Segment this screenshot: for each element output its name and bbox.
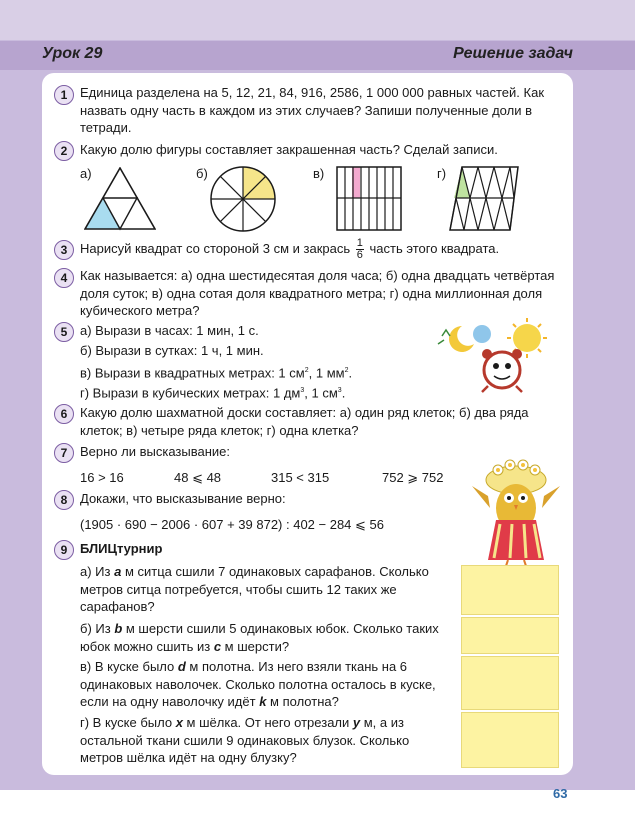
task-number-8: 8 bbox=[54, 490, 74, 510]
t9c-p3: м полотна? bbox=[266, 694, 339, 709]
rectangle-grid-figure bbox=[336, 166, 402, 232]
superscript-3: 3 bbox=[300, 387, 305, 394]
dot: . bbox=[348, 365, 353, 381]
task-5-line-d-part2: , 1 см bbox=[304, 385, 338, 401]
task-8-text: Докажи, что высказывание верно: bbox=[80, 491, 286, 506]
fraction-numerator: 1 bbox=[356, 237, 363, 250]
task-1-text: Единица разделена на 5, 12, 21, 84, 916, 2586, 1 000 000 равных частей. Как назвать одну часть в каждом из этих случаев? Запиши полученные доли в тетради. bbox=[80, 85, 545, 135]
variable-k: k bbox=[259, 694, 267, 709]
expr-4: 752 ⩾ 752 bbox=[382, 470, 444, 485]
t9d-p3: м, а из остальной ткани сшили 9 одинаковых блузок. Сколько метров шёлка идёт на одну блузку? bbox=[80, 715, 410, 765]
t9a-p2: м ситца сшили 7 одинаковых сарафанов. Сколько метров ситца потребуется, чтобы сшить 12 таких же сарафанов? bbox=[80, 564, 429, 614]
circle-figure bbox=[210, 166, 276, 232]
variable-a: a bbox=[114, 564, 122, 579]
task-number-6: 6 bbox=[54, 404, 74, 424]
answer-box-d[interactable] bbox=[461, 712, 559, 768]
variable-b: b bbox=[114, 621, 123, 636]
t9c-p1: в) В куске было bbox=[80, 659, 178, 674]
figure-label-d: г) bbox=[437, 166, 447, 181]
fraction-denominator: 6 bbox=[356, 249, 363, 262]
t9a-p1: а) Из bbox=[80, 564, 115, 579]
fraction-one-sixth bbox=[356, 238, 364, 261]
expr-1: 16 > 16 bbox=[80, 470, 124, 485]
task-9d-text bbox=[80, 714, 452, 767]
task-number-1: 1 bbox=[54, 85, 74, 105]
header-bar bbox=[0, 41, 635, 70]
expr-2: 48 ⩽ 48 bbox=[174, 470, 222, 485]
variable-c: c bbox=[213, 638, 222, 654]
t9b-p2: м шерсти сшили 5 одинаковых юбок. Сколько таких юбок можно сшить из bbox=[80, 621, 439, 654]
superscript-2: 2 bbox=[304, 367, 309, 374]
variable-x: x bbox=[175, 715, 183, 730]
task-number-5: 5 bbox=[54, 322, 74, 342]
page-number: 63 bbox=[553, 786, 568, 801]
task-number-3: 3 bbox=[54, 240, 74, 260]
blitz-title: БЛИЦтурнир bbox=[80, 541, 163, 556]
task-8-expression: (1905 · 690 − 2006 · 607 + 39 872) : 402 − 284 ⩽ 56 bbox=[80, 517, 384, 532]
task-5-line-d-part1: г) Вырази в кубических метрах: 1 дм bbox=[80, 385, 301, 401]
task-5-line-d bbox=[80, 382, 345, 402]
superscript-2b: 2 bbox=[344, 367, 349, 374]
task-9c-text bbox=[80, 658, 452, 711]
task-2-text: Какую долю фигуры составляет закрашенная часть? Сделай записи. bbox=[80, 142, 498, 157]
t9d-p2: м шёлка. От него отрезали bbox=[182, 715, 353, 730]
task-5-line-b: б) Вырази в сутках: 1 ч, 1 мин. bbox=[80, 343, 264, 358]
answer-box-a[interactable] bbox=[461, 565, 559, 615]
clock-sun-moon-illustration bbox=[432, 318, 552, 393]
figure-label-a: а) bbox=[80, 166, 92, 181]
t9b-p1: б) Из bbox=[80, 621, 115, 636]
bird-illustration bbox=[468, 456, 563, 568]
task-number-2: 2 bbox=[54, 141, 74, 161]
t9d-p1: г) В куске было bbox=[80, 715, 176, 730]
variable-y: y bbox=[352, 715, 361, 730]
parallelogram-figure bbox=[448, 166, 520, 232]
task-3-text-after: часть этого квадрата. bbox=[369, 241, 500, 256]
task-number-4: 4 bbox=[54, 268, 74, 288]
task-3-text bbox=[80, 234, 499, 264]
task-5-line-c-part1: в) Вырази в квадратных метрах: 1 см bbox=[80, 365, 305, 381]
t9b-p3: м шерсти? bbox=[221, 638, 290, 654]
t9c-p2: м полотна. Из него взяли ткань на 6 одинаковых наволочек. Сколько полотна осталось в куске, если на одну наволочку идёт bbox=[80, 659, 436, 709]
figure-label-b: б) bbox=[196, 166, 208, 181]
task-number-9: 9 bbox=[54, 540, 74, 560]
task-6-text: Какую долю шахматной доски составляет: а) один ряд клеток; б) два ряда клеток; в) четыре ряда клеток; г) одна клетка? bbox=[80, 405, 529, 438]
task-9b-text bbox=[80, 620, 452, 655]
superscript-3b: 3 bbox=[337, 387, 342, 394]
expr-3: 315 < 315 bbox=[271, 470, 330, 485]
topic-title: Решение задач bbox=[453, 45, 573, 62]
task-5-line-a: а) Вырази в часах: 1 мин, 1 с. bbox=[80, 323, 259, 338]
task-7-text: Верно ли высказывание: bbox=[80, 444, 230, 459]
top-band bbox=[0, 0, 635, 40]
task-9a-text bbox=[80, 563, 452, 616]
dot-2: . bbox=[341, 385, 346, 401]
task-3-text-before: Нарисуй квадрат со стороной 3 см и закрась bbox=[80, 241, 351, 256]
variable-d: d bbox=[177, 659, 186, 674]
task-number-7: 7 bbox=[54, 443, 74, 463]
task-4-text: Как называется: а) одна шестидесятая доля часа; б) одна двадцать четвёртая доля суток; в) одна сотая доля квадратного метра; г) одна миллионная доля кубического метра? bbox=[80, 268, 555, 318]
task-5-line-c-part2: , 1 мм bbox=[308, 365, 345, 381]
lesson-title: Урок 29 bbox=[42, 45, 103, 62]
triangle-figure bbox=[84, 167, 156, 231]
figure-label-c: в) bbox=[313, 166, 325, 181]
answer-box-c[interactable] bbox=[461, 656, 559, 710]
answer-box-b[interactable] bbox=[461, 617, 559, 654]
task-5-line-c bbox=[80, 362, 352, 382]
